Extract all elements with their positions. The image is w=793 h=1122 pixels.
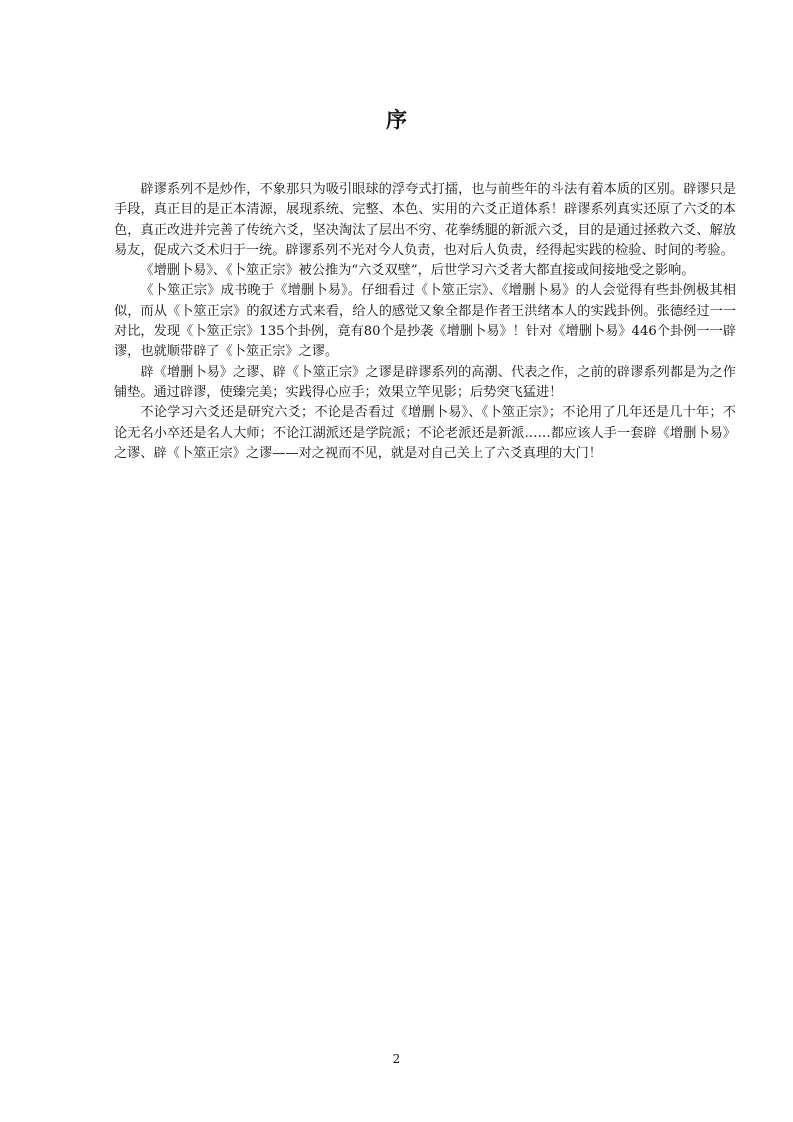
paragraph-1: 辟谬系列不是炒作，不象那只为吸引眼球的浮夸式打擂，也与前些年的斗法有着本质的区别。辟谬只是手段，真正目的是正本清源，展现系统、完整、本色、实用的六爻正道体系！辟谬系列真实还原了六爻的本色，真正改进并完善了传统六爻，坚决淘汰了层出不穷、花拳绣腿的新派六爻，目的是通过拯救六爻、解放易友，促成六爻术归于一统。辟谬系列不光对今人负责，也对后人负责，经得起实践的检验、时间的考验。 — [114, 182, 736, 258]
preface-body — [114, 180, 736, 464]
paragraph-3: 《卜筮正宗》成书晚于《增删卜易》。仔细看过《卜筮正宗》、《增删卜易》的人会觉得有些卦例极其相似，而从《卜筮正宗》的叙述方式来看，给人的感觉又象全都是作者王洪绪本人的实践卦例。张德经过一一对比，发现《卜筮正宗》135个卦例，竟有80个是抄袭《增删卜易》！针对《增删卜易》446个卦例一一辟谬，也就顺带辟了《卜筮正宗》之谬。 — [114, 283, 736, 360]
paragraph-4: 辟《增删卜易》之谬、辟《卜筮正宗》之谬是辟谬系列的高潮、代表之作，之前的辟谬系列都是为之作铺垫。通过辟谬，使臻完美；实践得心应手；效果立竿见影；后势突飞猛进！ — [114, 364, 736, 400]
page-number: 2 — [392, 1052, 401, 1066]
paragraph-2: 《增删卜易》、《卜筮正宗》被公推为“六爻双壁”，后世学习六爻者大都直接或间接地受之影响。 — [140, 263, 695, 279]
paragraph-5: 不论学习六爻还是研究六爻；不论是否看过《增删卜易》、《卜筮正宗》；不论用了几年还是几十年；不论无名小卒还是名人大师；不论江湖派还是学院派；不论老派还是新派……都应该人手一套辟《增删卜易》之谬、辟《卜筮正宗》之谬——对之视而不见，就是对自己关上了六爻真理的大门！ — [114, 405, 736, 461]
page-title: 序 — [386, 107, 407, 132]
